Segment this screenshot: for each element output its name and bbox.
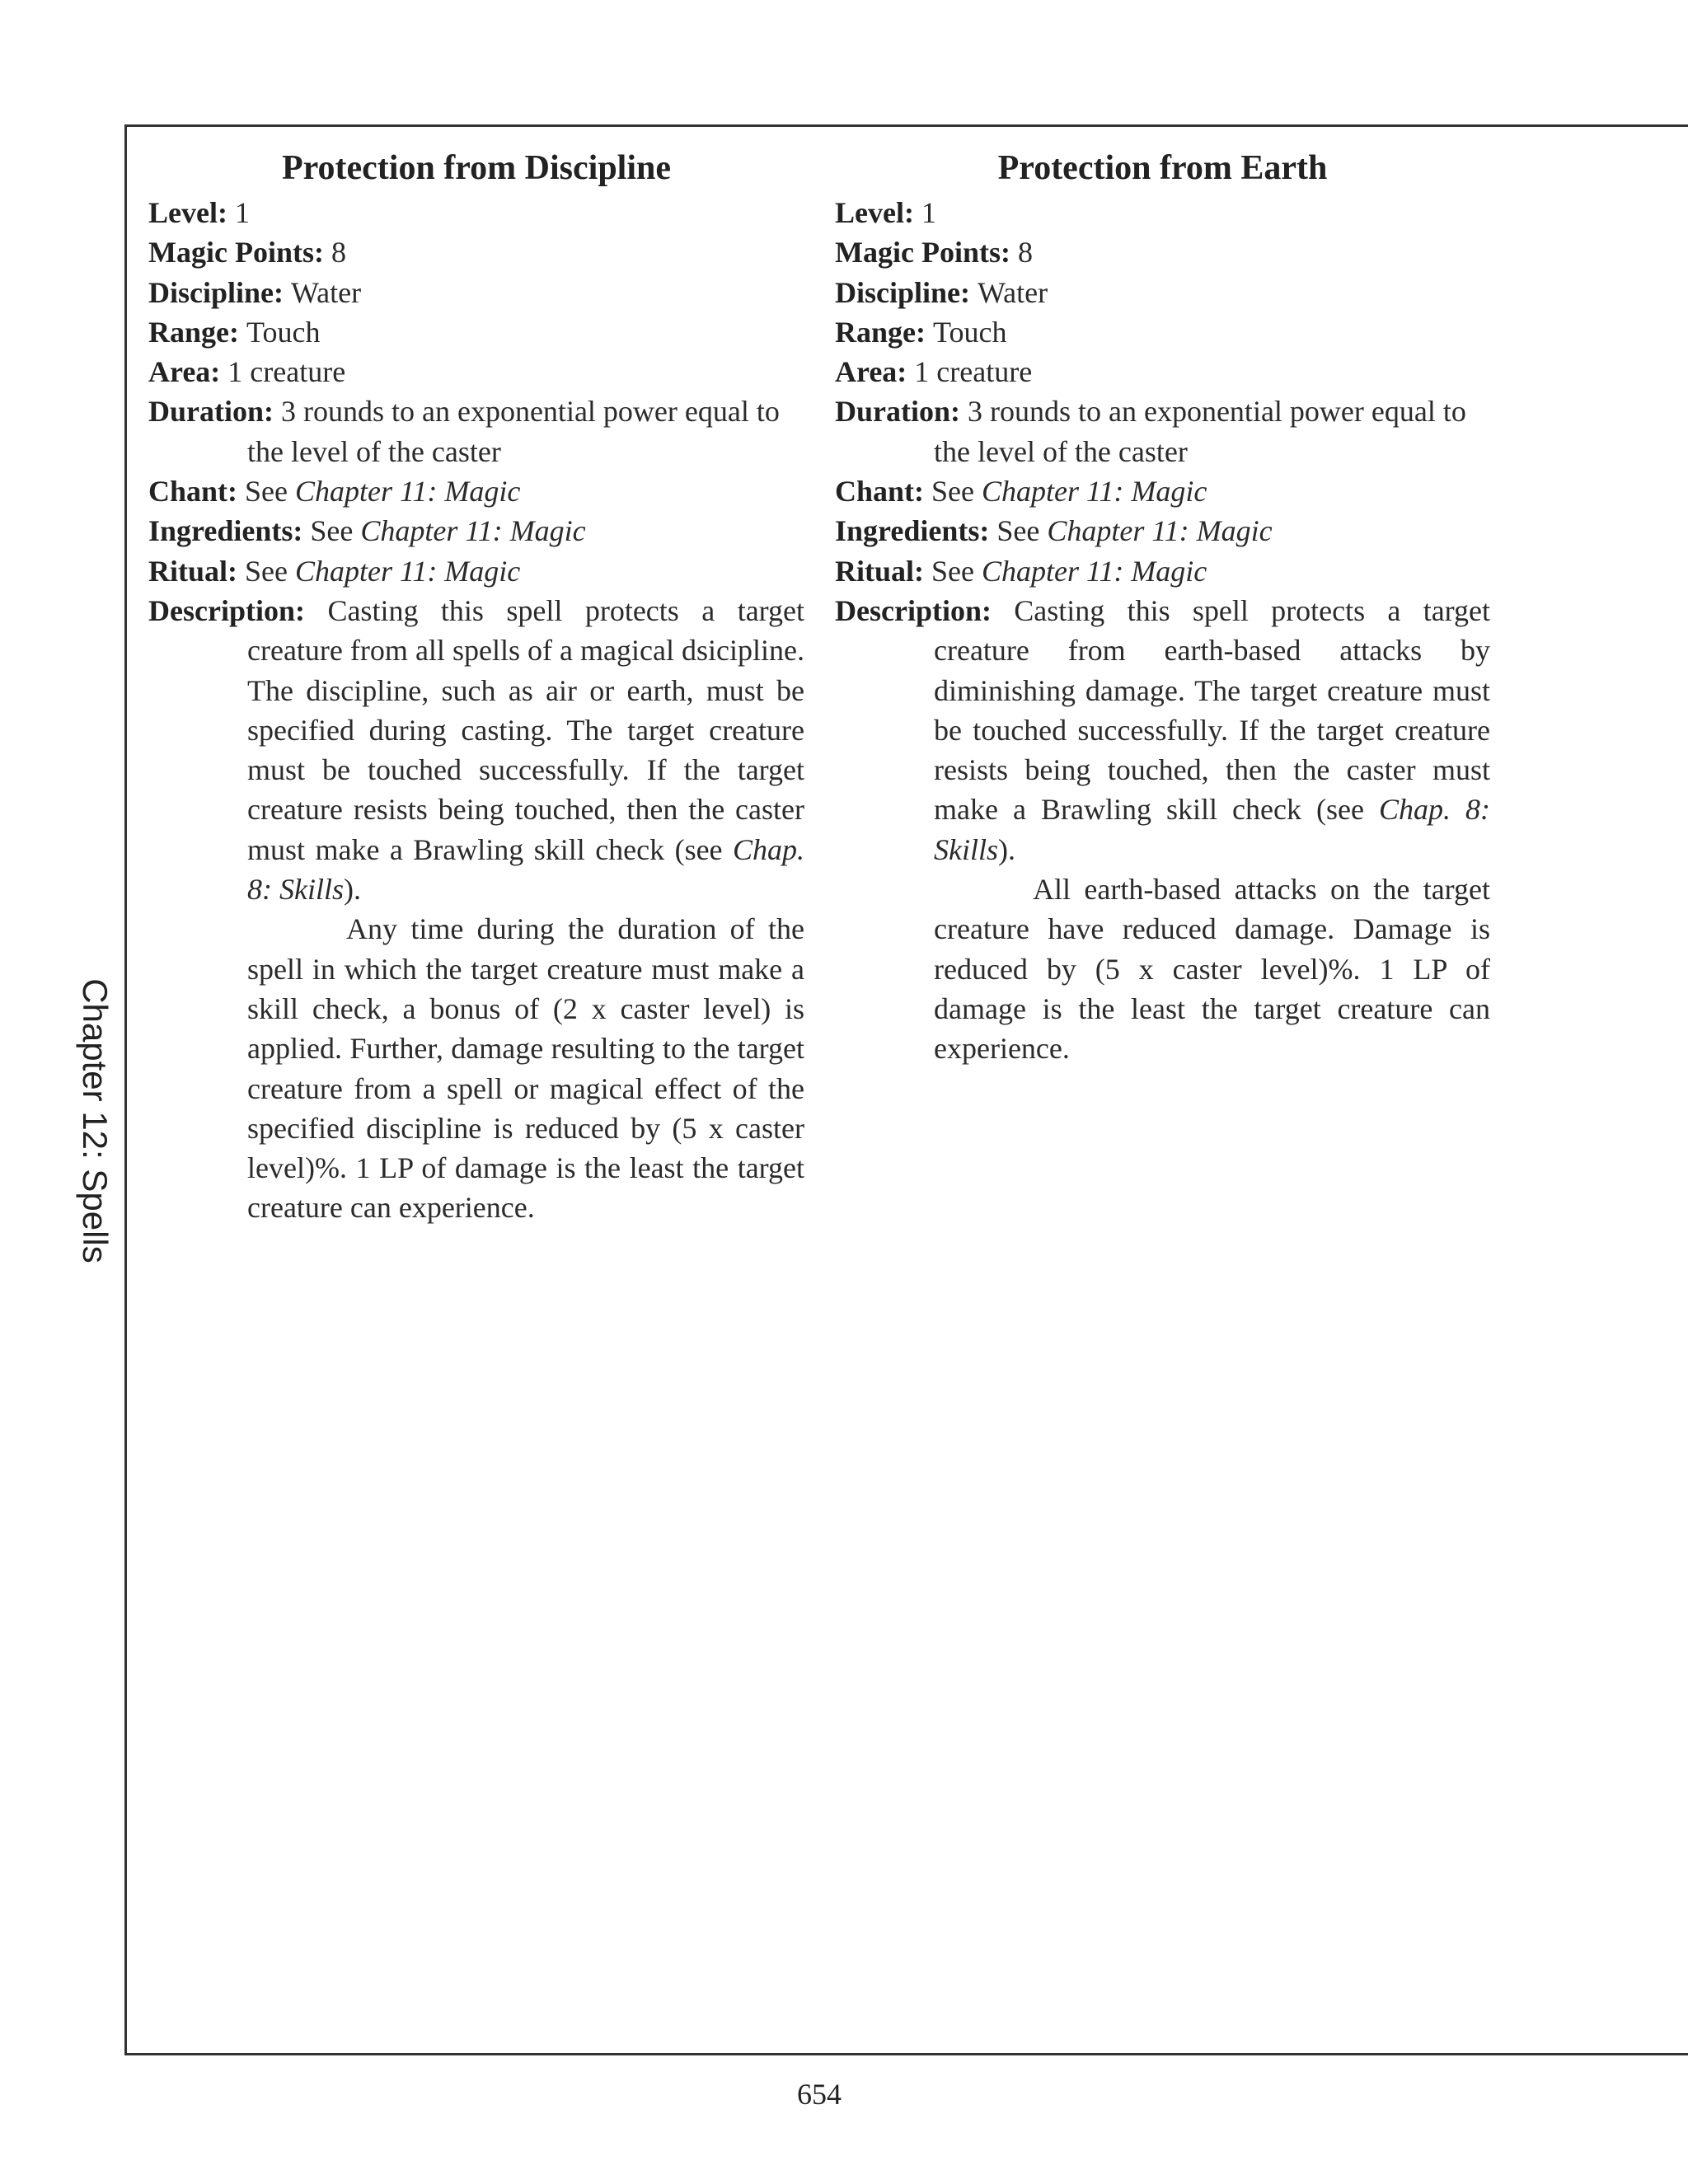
spell-title: Protection from Earth (997, 149, 1328, 187)
spell-ritual: Ritual: See Chapter 11: Magic (835, 554, 1207, 588)
spell-ingredients: Ingredients: See Chapter 11: Magic (835, 514, 1273, 548)
spell-area: Area: 1 creature (835, 355, 1033, 389)
spell-title: Protection from Discipline (281, 149, 672, 187)
spell-chant: Chant: See Chapter 11: Magic (835, 475, 1207, 509)
spell-description-continued: Any time during the duration of the spell in which the target creature must make a skill check, a bonus of (2 x caster level) is applied. Further, damage resulting to the target creature from a spell or magical effect of the specified discipline is reduced by (5 x caster level)%. 1 LP of damage is the least the target creature can experience. (247, 912, 804, 1225)
spell-description: Description: Casting this spell protects a target creature from earth-based attacks by diminishing damage. The target creature must be touched successfully. If the target creature resists being touched, then the caster must make a Brawling skill check (see Chap. 8: Skills). (835, 593, 1491, 866)
spell-level: Level: 1 (835, 196, 936, 229)
spell-description: Description: Casting this spell protects a target creature from all spells of a magical dsicipline. The discipline, such as air or earth, must be specified during casting. The target creature must be touched successfully. If the target creature resists being touched, then the caster must make a Brawling skill check (see Chap. 8: Skills). (148, 593, 805, 907)
spell-range: Range: Touch (148, 315, 321, 349)
spell-range: Range: Touch (835, 315, 1007, 349)
chapter-side-label: Chapter 12: Spells (76, 978, 115, 1263)
spell-entry-right (835, 145, 1490, 1069)
spell-description-continued: All earth-based attacks on the target creature have reduced damage. Damage is reduced by (5 x caster level)%. 1 LP of damage is the least the target creature can experience. (934, 873, 1490, 1066)
spell-ritual: Ritual: See Chapter 11: Magic (148, 554, 521, 588)
spell-area: Area: 1 creature (148, 355, 346, 389)
spell-chant: Chant: See Chapter 11: Magic (148, 475, 521, 509)
spell-entry-left (148, 145, 804, 1228)
spell-discipline: Discipline: Water (148, 275, 362, 309)
spell-duration: Duration: 3 rounds to an exponential power equal to the level of the caster (148, 395, 780, 468)
spell-magic-points: Magic Points: 8 (835, 236, 1033, 269)
spell-level: Level: 1 (148, 196, 250, 229)
spell-duration: Duration: 3 rounds to an exponential power equal to the level of the caster (835, 395, 1466, 468)
spell-discipline: Discipline: Water (835, 275, 1048, 309)
spell-ingredients: Ingredients: See Chapter 11: Magic (148, 514, 586, 548)
spell-magic-points: Magic Points: 8 (148, 236, 346, 269)
page-number: 654 (797, 2078, 842, 2111)
